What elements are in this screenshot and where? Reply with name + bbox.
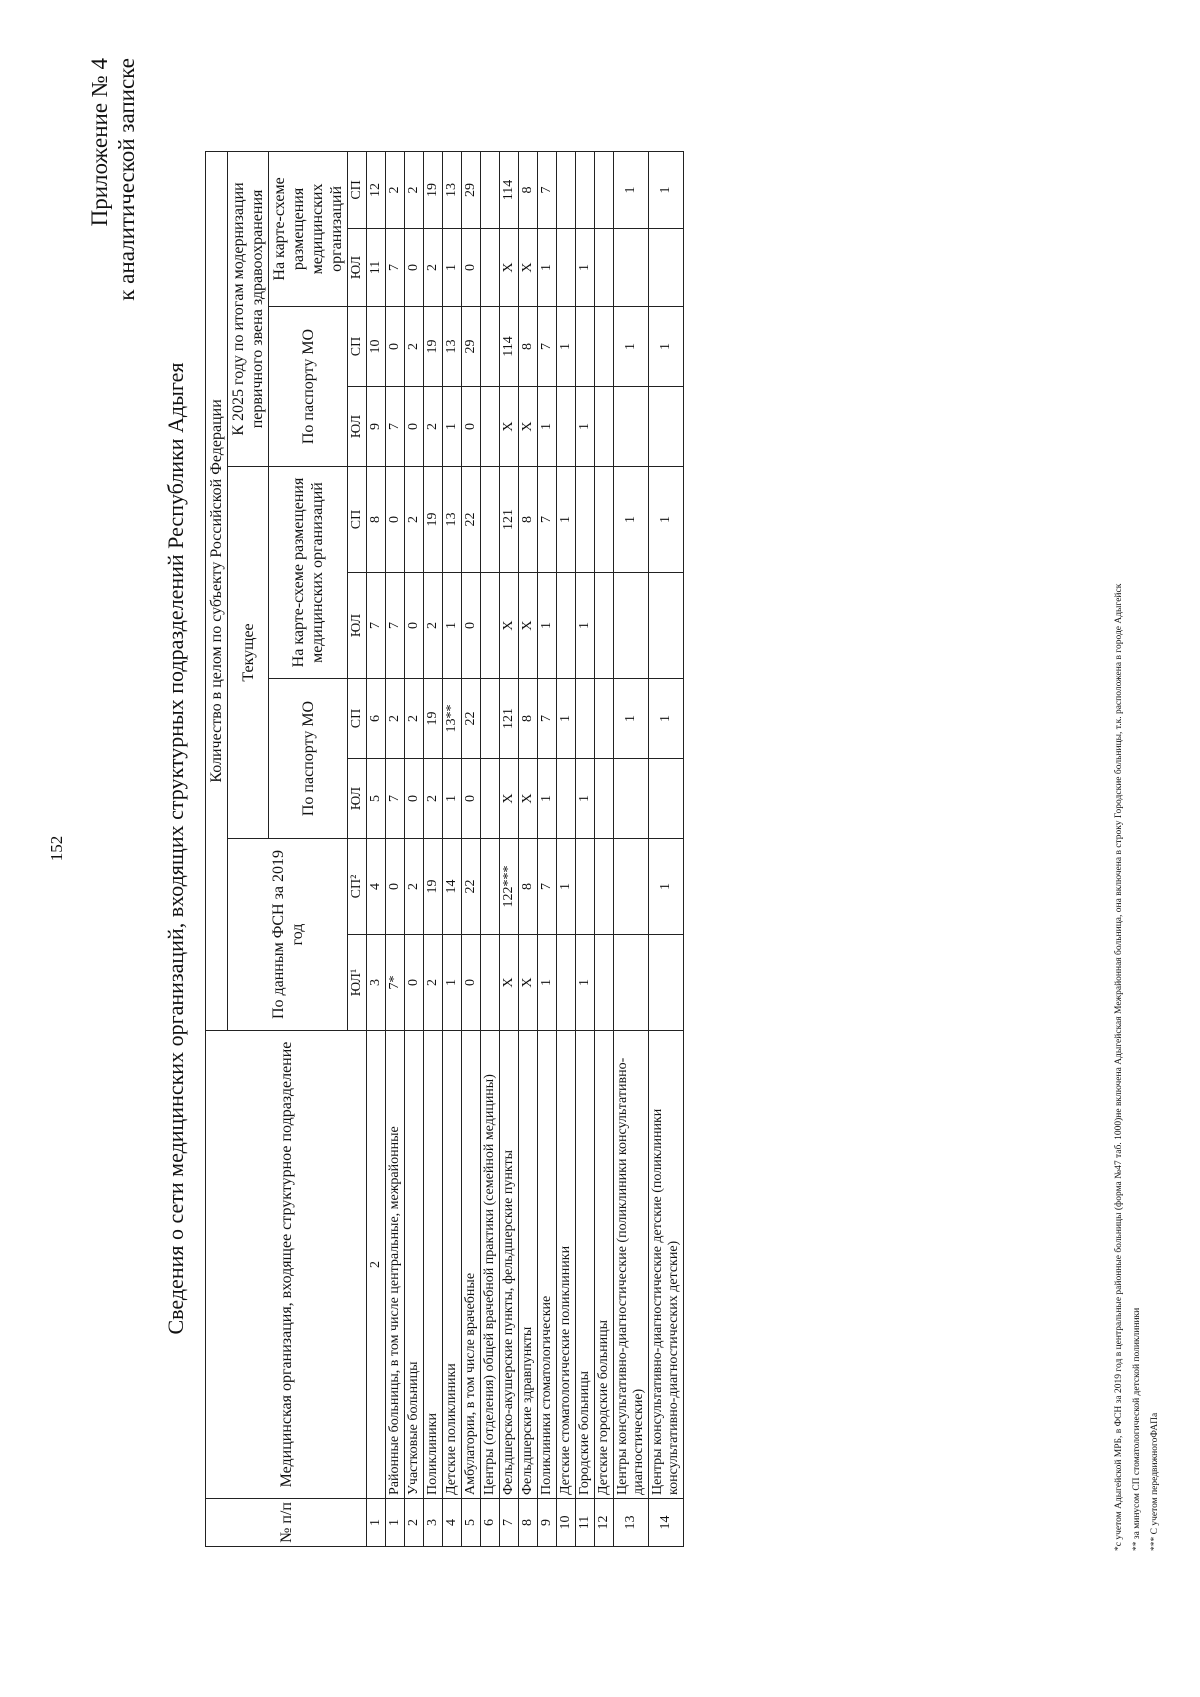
table-row bbox=[424, 151, 443, 1546]
value-cell: 0 bbox=[462, 759, 481, 839]
col-header-2025: К 2025 году по итогам модернизации первичного звена здравоохранения bbox=[228, 151, 269, 466]
column-index-row bbox=[367, 151, 386, 1546]
value-cell: 0 bbox=[462, 229, 481, 307]
column-index-cell: 4 bbox=[367, 839, 386, 935]
value-cell: 0 bbox=[405, 935, 424, 1031]
value-cell bbox=[557, 935, 576, 1031]
medical-network-table bbox=[205, 151, 684, 1547]
table-row bbox=[576, 151, 595, 1546]
value-cell: 1 bbox=[576, 387, 595, 467]
table-row bbox=[649, 151, 684, 1546]
value-cell: 0 bbox=[386, 839, 405, 935]
column-index-cell: 1 bbox=[367, 1499, 386, 1547]
column-index-cell: 5 bbox=[367, 759, 386, 839]
col-header-yul: ЮЛ bbox=[348, 759, 367, 839]
value-cell bbox=[595, 679, 614, 759]
value-cell: 8 bbox=[519, 839, 538, 935]
value-cell: 1 bbox=[614, 467, 649, 573]
column-index-cell: 2 bbox=[367, 1031, 386, 1499]
value-cell bbox=[557, 387, 576, 467]
value-cell: 13 bbox=[443, 151, 462, 228]
value-cell bbox=[649, 573, 684, 679]
col-header-organization: Медицинская организация, входящее структурное подразделение bbox=[206, 1031, 367, 1499]
value-cell: 2 bbox=[424, 229, 443, 307]
value-cell bbox=[649, 935, 684, 1031]
value-cell: X bbox=[519, 935, 538, 1031]
value-cell: 1 bbox=[576, 935, 595, 1031]
column-index-cell: 7 bbox=[367, 573, 386, 679]
value-cell: 2 bbox=[405, 151, 424, 228]
value-cell: 7 bbox=[386, 229, 405, 307]
value-cell: 0 bbox=[462, 387, 481, 467]
value-cell: 29 bbox=[462, 307, 481, 387]
value-cell: 14 bbox=[443, 839, 462, 935]
value-cell: X bbox=[519, 573, 538, 679]
col-header-map-current: На карте-схеме размещения медицинских организаций bbox=[269, 467, 348, 679]
row-number: 2 bbox=[405, 1499, 424, 1547]
row-number: 14 bbox=[649, 1499, 684, 1547]
value-cell bbox=[576, 307, 595, 387]
value-cell: 8 bbox=[519, 151, 538, 228]
value-cell: 1 bbox=[649, 679, 684, 759]
value-cell bbox=[649, 387, 684, 467]
value-cell bbox=[595, 573, 614, 679]
col-header-sp: СП bbox=[348, 151, 367, 228]
column-index-cell: 12 bbox=[367, 151, 386, 228]
table-row bbox=[557, 151, 576, 1546]
value-cell: 8 bbox=[519, 679, 538, 759]
value-cell: 1 bbox=[557, 467, 576, 573]
col-header-sp: СП bbox=[348, 679, 367, 759]
row-number: 12 bbox=[595, 1499, 614, 1547]
col-header-yul: ЮЛ bbox=[348, 387, 367, 467]
value-cell bbox=[481, 759, 500, 839]
value-cell: 1 bbox=[614, 679, 649, 759]
row-number: 6 bbox=[481, 1499, 500, 1547]
value-cell bbox=[614, 387, 649, 467]
col-header-passport-current: По паспорту МО bbox=[269, 679, 348, 839]
row-number: 8 bbox=[519, 1499, 538, 1547]
value-cell: 22 bbox=[462, 839, 481, 935]
value-cell: X bbox=[519, 759, 538, 839]
value-cell: 0 bbox=[405, 387, 424, 467]
value-cell: 22 bbox=[462, 467, 481, 573]
value-cell: 0 bbox=[405, 573, 424, 679]
row-number: 1 bbox=[386, 1499, 405, 1547]
table-row bbox=[595, 151, 614, 1546]
value-cell bbox=[557, 151, 576, 228]
value-cell: X bbox=[500, 759, 519, 839]
value-cell: 2 bbox=[424, 573, 443, 679]
value-cell bbox=[481, 467, 500, 573]
value-cell bbox=[481, 839, 500, 935]
table-row bbox=[614, 151, 649, 1546]
value-cell: 13** bbox=[443, 679, 462, 759]
col-header-fsn-2019: По данным ФСН за 2019 год bbox=[228, 839, 348, 1031]
organization-name: Фельдшерские здравпункты bbox=[519, 1031, 538, 1499]
value-cell bbox=[595, 839, 614, 935]
organization-name: Поликлиники bbox=[424, 1031, 443, 1499]
value-cell: 13 bbox=[443, 467, 462, 573]
value-cell bbox=[557, 573, 576, 679]
value-cell: 7 bbox=[538, 151, 557, 228]
col-header-sp: СП bbox=[348, 467, 367, 573]
value-cell bbox=[595, 307, 614, 387]
value-cell bbox=[595, 387, 614, 467]
organization-name: Детские стоматологические поликлиники bbox=[557, 1031, 576, 1499]
value-cell: 1 bbox=[443, 935, 462, 1031]
value-cell: 2 bbox=[424, 387, 443, 467]
organization-name: Районные больницы, в том числе центральные, межрайонные bbox=[386, 1031, 405, 1499]
value-cell: 1 bbox=[538, 573, 557, 679]
value-cell bbox=[614, 229, 649, 307]
row-number: 7 bbox=[500, 1499, 519, 1547]
row-number: 11 bbox=[576, 1499, 595, 1547]
value-cell bbox=[557, 759, 576, 839]
value-cell: 1 bbox=[557, 679, 576, 759]
page-number: 152 bbox=[47, 835, 66, 862]
value-cell bbox=[595, 759, 614, 839]
value-cell bbox=[614, 935, 649, 1031]
value-cell: 1 bbox=[576, 573, 595, 679]
organization-name: Фельдшерско-акушерские пункты, фельдшерские пункты bbox=[500, 1031, 519, 1499]
value-cell: 7 bbox=[386, 387, 405, 467]
column-index-cell: 3 bbox=[367, 935, 386, 1031]
value-cell: 8 bbox=[519, 467, 538, 573]
value-cell bbox=[481, 151, 500, 228]
row-number: 3 bbox=[424, 1499, 443, 1547]
value-cell: 19 bbox=[424, 839, 443, 935]
col-header-total: Количество в целом по субъекту Российской Федерации bbox=[206, 151, 228, 1030]
organization-name: Центры (отделения) общей врачебной практики (семейной медицины) bbox=[481, 1031, 500, 1499]
value-cell: 7 bbox=[386, 573, 405, 679]
organization-name: Детские поликлиники bbox=[443, 1031, 462, 1499]
value-cell: 121 bbox=[500, 467, 519, 573]
organization-name: Амбулатории, в том числе врачебные bbox=[462, 1031, 481, 1499]
value-cell bbox=[481, 229, 500, 307]
value-cell: 7* bbox=[386, 935, 405, 1031]
table-row bbox=[462, 151, 481, 1546]
value-cell bbox=[614, 839, 649, 935]
column-index-cell: 11 bbox=[367, 229, 386, 307]
row-number: 10 bbox=[557, 1499, 576, 1547]
row-number: 5 bbox=[462, 1499, 481, 1547]
table-row bbox=[500, 151, 519, 1546]
value-cell: 2 bbox=[424, 935, 443, 1031]
value-cell bbox=[595, 467, 614, 573]
value-cell: X bbox=[500, 229, 519, 307]
value-cell: 7 bbox=[538, 307, 557, 387]
value-cell: 2 bbox=[386, 151, 405, 228]
value-cell bbox=[649, 759, 684, 839]
value-cell: 0 bbox=[386, 467, 405, 573]
value-cell: 7 bbox=[538, 839, 557, 935]
value-cell: 7 bbox=[538, 679, 557, 759]
value-cell: 0 bbox=[462, 573, 481, 679]
value-cell bbox=[481, 935, 500, 1031]
column-index-cell: 10 bbox=[367, 307, 386, 387]
value-cell: 0 bbox=[405, 229, 424, 307]
value-cell bbox=[614, 573, 649, 679]
table-row bbox=[481, 151, 500, 1546]
value-cell: 8 bbox=[519, 307, 538, 387]
annex-line-1: Приложение № 4 bbox=[87, 58, 112, 227]
value-cell: 7 bbox=[538, 467, 557, 573]
value-cell bbox=[481, 387, 500, 467]
col-header-yul: ЮЛ bbox=[348, 229, 367, 307]
value-cell: 1 bbox=[649, 467, 684, 573]
value-cell bbox=[481, 307, 500, 387]
value-cell: 22 bbox=[462, 679, 481, 759]
value-cell: 1 bbox=[538, 759, 557, 839]
value-cell bbox=[595, 935, 614, 1031]
value-cell bbox=[595, 151, 614, 228]
value-cell: X bbox=[500, 387, 519, 467]
col-header-current: Текущее bbox=[228, 467, 269, 839]
value-cell bbox=[481, 573, 500, 679]
value-cell: 1 bbox=[614, 151, 649, 228]
value-cell: 2 bbox=[405, 679, 424, 759]
value-cell bbox=[576, 679, 595, 759]
row-number: 4 bbox=[443, 1499, 462, 1547]
value-cell: 1 bbox=[557, 839, 576, 935]
table-row bbox=[443, 151, 462, 1546]
value-cell: 19 bbox=[424, 679, 443, 759]
value-cell: 19 bbox=[424, 151, 443, 228]
organization-name: Центры консультативно-диагностические (поликлиники консультативно-диагностические) bbox=[614, 1031, 649, 1499]
value-cell: 122*** bbox=[500, 839, 519, 935]
value-cell: 1 bbox=[538, 387, 557, 467]
value-cell bbox=[649, 229, 684, 307]
value-cell: 29 bbox=[462, 151, 481, 228]
table-row bbox=[519, 151, 538, 1546]
value-cell: 19 bbox=[424, 467, 443, 573]
value-cell bbox=[576, 467, 595, 573]
value-cell: X bbox=[500, 573, 519, 679]
organization-name: Поликлиники стоматологические bbox=[538, 1031, 557, 1499]
col-header-passport-2025: По паспорту МО bbox=[269, 307, 348, 467]
row-number: 9 bbox=[538, 1499, 557, 1547]
col-header-yul-fsn: ЮЛ¹ bbox=[348, 935, 367, 1031]
organization-name: Центры консультативно-диагностические детские (поликлиники консультативно-диагностических детские) bbox=[649, 1031, 684, 1499]
col-header-sp-fsn: СП² bbox=[348, 839, 367, 935]
value-cell bbox=[576, 151, 595, 228]
value-cell: 1 bbox=[443, 759, 462, 839]
value-cell: 1 bbox=[649, 151, 684, 228]
table-row bbox=[538, 151, 557, 1546]
value-cell: 0 bbox=[386, 307, 405, 387]
value-cell: 2 bbox=[386, 679, 405, 759]
value-cell: 1 bbox=[576, 759, 595, 839]
annex-label bbox=[86, 58, 140, 301]
organization-name: Участковые больницы bbox=[405, 1031, 424, 1499]
col-header-map-2025: На карте-схеме размещения медицинских организаций bbox=[269, 151, 348, 306]
annex-line-2: к аналитической записке bbox=[114, 58, 139, 301]
value-cell: 1 bbox=[538, 935, 557, 1031]
value-cell bbox=[614, 759, 649, 839]
col-header-number: № п/п bbox=[206, 1499, 367, 1547]
organization-name: Детские городские больницы bbox=[595, 1031, 614, 1499]
value-cell: 1 bbox=[443, 229, 462, 307]
col-header-sp: СП bbox=[348, 307, 367, 387]
value-cell bbox=[595, 229, 614, 307]
column-index-cell: 8 bbox=[367, 467, 386, 573]
value-cell: 1 bbox=[557, 307, 576, 387]
value-cell: 2 bbox=[405, 307, 424, 387]
value-cell: X bbox=[519, 387, 538, 467]
value-cell: 1 bbox=[538, 229, 557, 307]
col-header-yul: ЮЛ bbox=[348, 573, 367, 679]
value-cell: 2 bbox=[405, 839, 424, 935]
value-cell: 0 bbox=[405, 759, 424, 839]
value-cell bbox=[481, 679, 500, 759]
document-title: Сведения о сети медицинских организаций, входящих структурных подразделений Республики Адыгея bbox=[163, 362, 188, 1335]
row-number: 13 bbox=[614, 1499, 649, 1547]
footnote-1: *с учетом Адыгейской МРБ, в ФСН за 2019 год в центральные районные больницы (форма №47 таб. 1000)не включена Адыгейская Межрайонная больница, она включена в строку Городские больницы, т.к. расположена в городе Адыгейск bbox=[1114, 583, 1124, 1551]
column-index-cell: 9 bbox=[367, 387, 386, 467]
value-cell: 121 bbox=[500, 679, 519, 759]
value-cell: 7 bbox=[386, 759, 405, 839]
header-row-1 bbox=[206, 151, 228, 1546]
value-cell: 1 bbox=[649, 307, 684, 387]
value-cell bbox=[576, 839, 595, 935]
value-cell: 114 bbox=[500, 307, 519, 387]
value-cell: 114 bbox=[500, 151, 519, 228]
value-cell: 1 bbox=[576, 229, 595, 307]
value-cell bbox=[557, 229, 576, 307]
value-cell: 13 bbox=[443, 307, 462, 387]
value-cell: 1 bbox=[443, 387, 462, 467]
table-row bbox=[386, 151, 405, 1546]
value-cell: 1 bbox=[649, 839, 684, 935]
value-cell: 1 bbox=[443, 573, 462, 679]
value-cell: 19 bbox=[424, 307, 443, 387]
footnote-2: ** за минусом СП стоматологической детской поликлиники bbox=[1132, 1307, 1142, 1551]
value-cell: 2 bbox=[424, 759, 443, 839]
footnote-3: *** С учетом передвижногоФАПа bbox=[1150, 1412, 1160, 1551]
value-cell: X bbox=[519, 229, 538, 307]
value-cell: 0 bbox=[462, 935, 481, 1031]
value-cell: 2 bbox=[405, 467, 424, 573]
organization-name: Городские больницы bbox=[576, 1031, 595, 1499]
value-cell: X bbox=[500, 935, 519, 1031]
column-index-cell: 6 bbox=[367, 679, 386, 759]
value-cell: 1 bbox=[614, 307, 649, 387]
table-row bbox=[405, 151, 424, 1546]
